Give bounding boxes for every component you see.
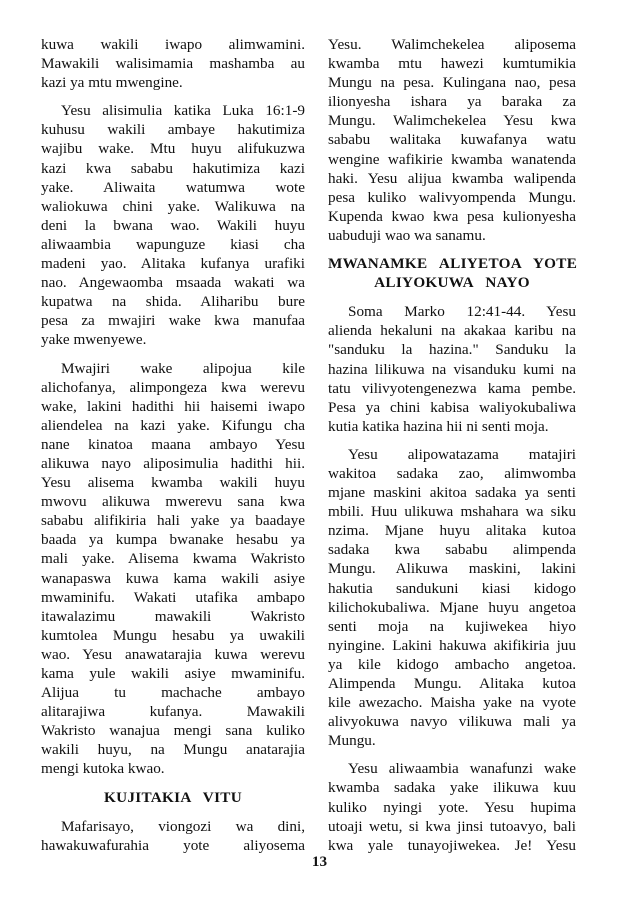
- text-line: Mungu. Walimchekelea Yesu kwa: [328, 112, 576, 130]
- text-line: wake, lakini hadithi hii haisemi iwapo: [41, 397, 305, 415]
- text-line: wajibu wake. Mtu huyu alifukuzwa: [41, 140, 305, 158]
- text-line: Yesu alisema kwamba wakili huyu: [41, 474, 305, 492]
- text-line: kazi kwa sababu hakutimiza kazi: [41, 159, 305, 177]
- text-line: wakili huyu, na Mungu anatarajia: [41, 741, 305, 759]
- text-line: kilichokubaliwa. Mjane huyu angetoa: [328, 598, 576, 616]
- text-line: Yesu. Walimchekelea aliposema: [328, 36, 576, 53]
- text-line: kutia katika hazina hii ni senti moja.: [328, 417, 549, 435]
- text-line: kazi ya mtu mwengine.: [41, 74, 183, 92]
- text-line: yake mwenyewe.: [41, 331, 147, 349]
- text-line: mjane maskini akitoa sadaka ya senti: [328, 484, 576, 502]
- text-line: mwaminifu. Wakati utafika ambapo: [41, 588, 305, 606]
- text-line: Mafarisayo, viongozi wa dini,: [61, 817, 305, 835]
- text-line: kwa yale tunayojiwekea. Je! Yesu: [328, 836, 576, 854]
- text-line: uabuduji wao wa sanamu.: [328, 226, 486, 244]
- text-line: nane kinatoa maana ambayo Yesu: [41, 435, 305, 453]
- text-line: sababu walitaka kuwafanya watu: [328, 131, 576, 149]
- text-line: Alimpenda Mungu. Alitaka kutoa: [328, 675, 576, 692]
- paragraph-wanafunzi: [328, 759, 576, 854]
- text-line: Yesu alisimulia katika Luka 16:1-9: [61, 102, 305, 120]
- text-line: alichofanya, alimpongeza kwa werevu: [41, 378, 305, 396]
- text-line: kuliko nyingi yote. Yesu hupima: [328, 798, 576, 816]
- text-line: Soma Marko 12:41-44. Yesu: [348, 303, 576, 321]
- text-line: kama yule wakili asiye mwaminifu.: [41, 665, 305, 682]
- text-line: kuhusu wakili ambaye hakutimiza: [41, 121, 305, 139]
- text-line: hakutia sandukuni kiasi kidogo: [328, 579, 576, 597]
- heading-line: ALIYOKUWA NAYO: [374, 274, 530, 292]
- text-line: Yesu aliwaambia wanafunzi wake: [348, 760, 576, 778]
- section-heading-mwanamke: [328, 254, 576, 292]
- text-line: kile awezacho. Maisha yake na vyote: [328, 694, 576, 712]
- text-line: haki. Yesu alijua kwamba walipenda: [328, 169, 576, 187]
- text-line: alitarajiwa kufanya. Mawakili: [41, 703, 305, 721]
- text-line: Mawakili walisimamia mashamba au: [41, 55, 305, 73]
- text-line: madeni yao. Alitaka kufanya urafiki: [41, 255, 305, 273]
- paragraph-soma-marko: [328, 302, 576, 436]
- heading-text: KUJITAKIA VITU: [103, 788, 242, 806]
- text-line: Kupenda kwao kwa pesa kulionyesha: [328, 207, 576, 225]
- text-line: hazina lilikuwa na visanduku kumi na: [328, 360, 576, 378]
- text-line: Yesu alipowatazama matajiri: [348, 445, 576, 463]
- text-line: Mungu. Alikuwa maskini, lakini: [328, 560, 576, 578]
- text-line: tatu vilivyotengenezwa kama pembe.: [328, 379, 576, 397]
- section-heading-kujitakia-vitu: [41, 788, 305, 807]
- text-line: baada ya kumpa bwanake hesabu ya: [41, 531, 305, 549]
- text-line: kwamba mtu hawezi kumtumikia: [328, 55, 576, 73]
- paragraph-continuation: [41, 35, 305, 92]
- text-line: nyingine. Lakini hakuwa akifikiria juu: [328, 636, 576, 654]
- text-line: Mungu.: [328, 732, 376, 750]
- text-line: Mwajiri wake alipojua kile: [61, 359, 305, 377]
- text-line: mwovu alikuwa mwerevu sana kwa: [41, 493, 305, 511]
- text-line: pesa za mwajiri wake kwa manufaa: [41, 312, 305, 330]
- text-line: alienda hekaluni na akakaa karibu na: [328, 322, 576, 340]
- text-line: itawalazimu mawakili Wakristo: [41, 607, 305, 625]
- left-column: [41, 35, 305, 864]
- text-line: wao. Yesu anawatarajia kuwa werevu: [41, 645, 305, 663]
- text-line: kwamba sadaka yake ilikuwa kuu: [328, 779, 576, 797]
- text-line: wengine wafikirie kwamba wanatenda: [328, 150, 576, 168]
- text-line: senti moja na kujiwekea hiyo: [328, 617, 576, 635]
- text-line: "sanduku la hazina." Sanduku la: [328, 341, 576, 359]
- text-line: mali yake. Alisema kwama Wakristo: [41, 550, 305, 568]
- text-line: kumtolea Mungu hesabu ya uwakili: [41, 626, 305, 644]
- text-line: aliendelea na kazi yake. Kifungu cha: [41, 416, 305, 434]
- paragraph-matajiri: [328, 445, 576, 751]
- paragraph-mwajiri: [41, 359, 305, 779]
- text-line: ilionyesha ishara ya baraka za: [328, 93, 576, 111]
- text-line: Mungu na pesa. Kulingana nao, pesa: [328, 74, 576, 92]
- text-line: mbili. Huu ulikuwa mshahara wa siku: [328, 503, 576, 521]
- text-line: mengi kutoka kwao.: [41, 760, 165, 778]
- text-line: sababu alifikiria hali yake ya baadaye: [41, 512, 305, 530]
- paragraph-walimchekelea: [328, 35, 576, 245]
- text-line: kuwa wakili iwapo alimwamini.: [41, 36, 305, 53]
- text-line: deni la bwana wao. Wakili huyu: [41, 216, 305, 234]
- text-line: utoaji wetu, si kwa jinsi tutoavyo, bali: [328, 817, 576, 835]
- page-number: 13: [311, 853, 328, 870]
- text-line: kupatwa na shida. Aliharibu bure: [41, 293, 305, 311]
- text-line: yake. Aliwaita watumwa wote: [41, 178, 305, 196]
- text-line: aliwaambia wapunguze kiasi cha: [41, 235, 305, 253]
- text-line: Pesa ya chini kabisa waliyokubaliwa: [328, 398, 576, 416]
- text-line: nzima. Mjane huyu alitaka kutoa: [328, 522, 576, 540]
- text-line: Alijua tu machache ambayo: [41, 684, 305, 702]
- right-column: [328, 35, 576, 864]
- text-line: hawakuwafurahia yote aliyosema: [41, 836, 305, 854]
- heading-line: MWANAMKE ALIYETOA YOTE: [328, 255, 578, 273]
- text-line: ya kile kidogo ambacho angetoa.: [328, 655, 576, 673]
- paragraph-luka: [41, 101, 305, 349]
- text-line: alivyokuwa navyo vilikuwa mali ya: [328, 713, 576, 731]
- text-line: wanapaswa kuwa kama wakili asiye: [41, 569, 305, 587]
- text-line: waliokuwa chini yake. Walikuwa na: [41, 197, 305, 215]
- text-line: alikuwa nayo aliposimulia hadithi hii.: [41, 454, 305, 472]
- text-line: nao. Angewaomba msaada wakati wa: [41, 274, 305, 292]
- paragraph-mafarisayo: [41, 817, 305, 855]
- text-line: Wakristo wanajua mengi sana kuliko: [41, 722, 305, 740]
- text-line: sadaka kwa sababu alimpenda: [328, 541, 576, 559]
- text-line: pesa kuliko walivyompenda Mungu.: [328, 188, 576, 206]
- text-line: wakitoa sadaka zao, alimwomba: [328, 464, 576, 482]
